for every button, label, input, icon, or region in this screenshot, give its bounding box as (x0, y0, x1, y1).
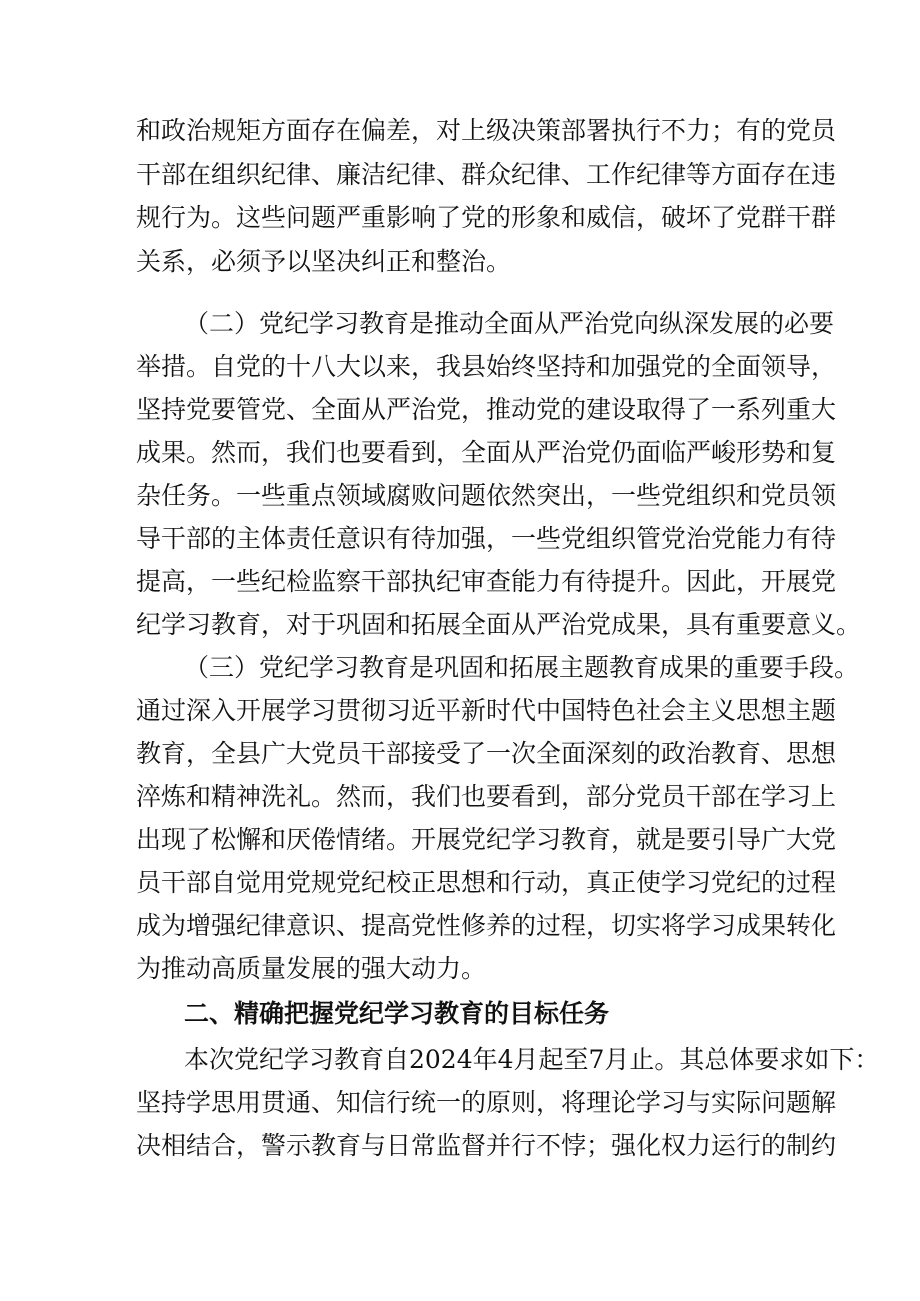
paragraph-line: 坚持学思用贯通、知信行统一的原则，将理论学习与实际问题解 (136, 1088, 837, 1117)
paragraph-line: 员干部自觉用党规党纪校正思想和行动，真正使学习党纪的过程 (136, 868, 837, 897)
paragraph-line: 举措。自党的十八大以来，我县始终坚持和加强党的全面领导， (136, 352, 837, 381)
paragraph-line: 规行为。这些问题严重影响了党的形象和威信，破坏了党群干群 (136, 203, 837, 232)
paragraph-line: 淬炼和精神洗礼。然而，我们也要看到，部分党员干部在学习上 (136, 782, 837, 811)
paragraph-line: 关系，必须予以坚决纠正和整治。 (136, 247, 512, 276)
paragraph-line: 纪学习教育，对于巩固和拓展全面从严治党成果，具有重要意义。 (136, 610, 862, 639)
paragraph-line: 本次党纪学习教育自2024年4月起至7月止。其总体要求如下： (184, 1045, 880, 1074)
paragraph-line: 教育，全县广大党员干部接受了一次全面深刻的政治教育、思想 (136, 739, 837, 768)
paragraph-line: 干部在组织纪律、廉洁纪律、群众纪律、工作纪律等方面存在违 (136, 160, 837, 189)
paragraph-line: 导干部的主体责任意识有待加强，一些党组织管党治党能力有待 (136, 524, 837, 553)
paragraph-line: 决相结合，警示教育与日常监督并行不悖；强化权力运行的制约 (136, 1131, 837, 1160)
paragraph-line: 提高，一些纪检监察干部执纪审查能力有待提升。因此，开展党 (136, 567, 837, 596)
paragraph-line: 杂任务。一些重点领域腐败问题依然突出，一些党组织和党员领 (136, 481, 837, 510)
section-heading: 二、精确把握党纪学习教育的目标任务 (184, 999, 610, 1028)
paragraph-line: （二）党纪学习教育是推动全面从严治党向纵深发展的必要 (184, 309, 835, 338)
paragraph-line: 出现了松懈和厌倦情绪。开展党纪学习教育，就是要引导广大党 (136, 825, 837, 854)
paragraph-line: 成果。然而，我们也要看到，全面从严治党仍面临严峻形势和复 (136, 438, 837, 467)
paragraph-line: 坚持党要管党、全面从严治党，推动党的建设取得了一系列重大 (136, 395, 837, 424)
paragraph-line: 通过深入开展学习贯彻习近平新时代中国特色社会主义思想主题 (136, 696, 837, 725)
paragraph-line: 和政治规矩方面存在偏差，对上级决策部署执行不力；有的党员 (136, 116, 837, 145)
paragraph-line: 为推动高质量发展的强大动力。 (136, 954, 487, 983)
paragraph-line: （三）党纪学习教育是巩固和拓展主题教育成果的重要手段。 (184, 653, 860, 682)
paragraph-line: 成为增强纪律意识、提高党性修养的过程，切实将学习成果转化 (136, 911, 837, 940)
